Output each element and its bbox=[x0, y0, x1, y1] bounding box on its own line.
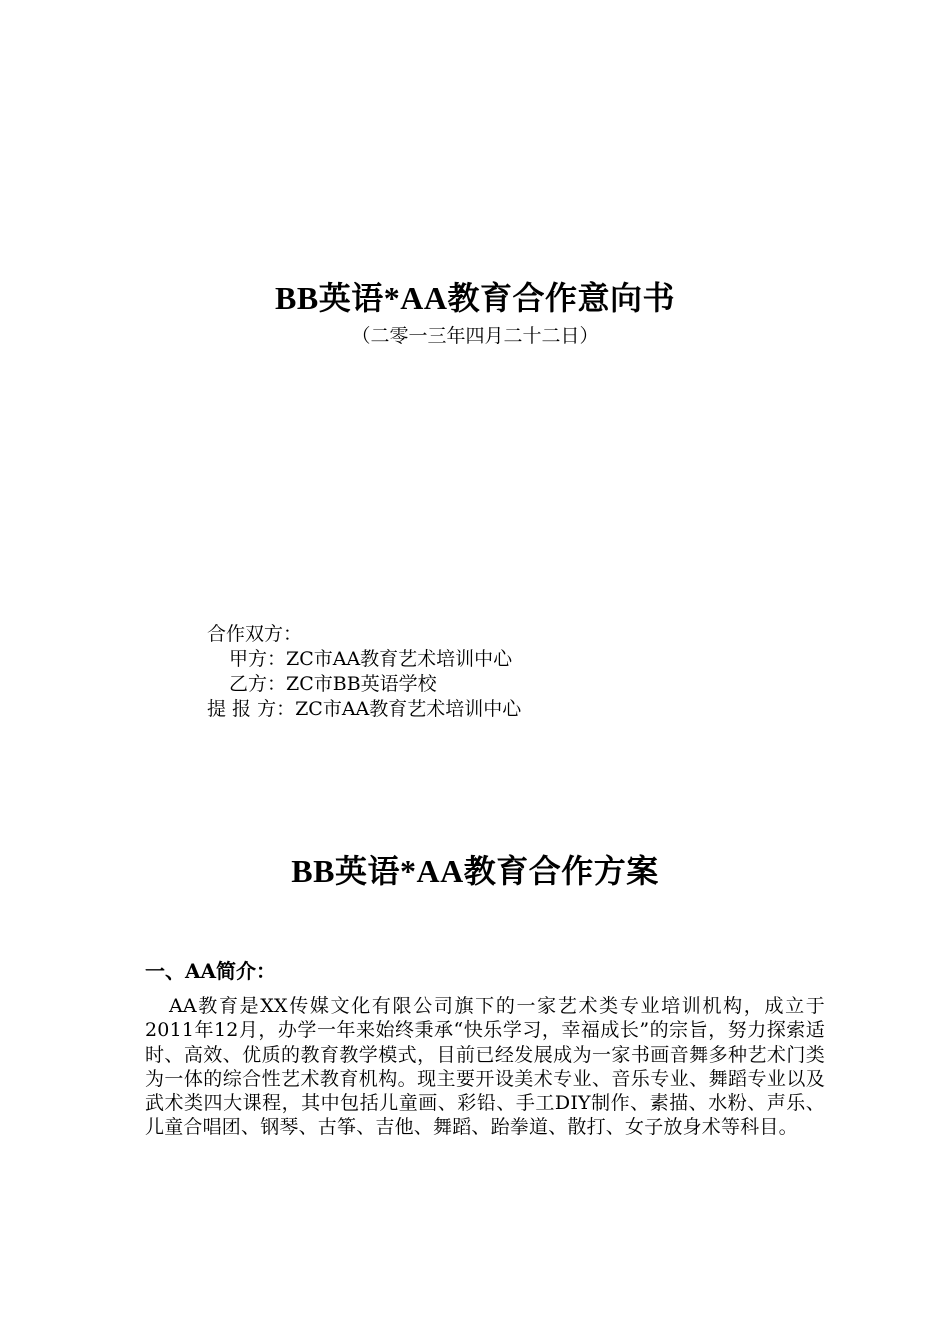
document-date: （二零一三年四月二十二日） bbox=[351, 325, 599, 347]
parties-heading: 合作双方： bbox=[207, 623, 303, 645]
party-b: 乙方：ZC市BB英语学校 bbox=[229, 673, 437, 695]
plan-title: BB英语*AA教育合作方案 bbox=[291, 853, 659, 889]
parties-block bbox=[207, 622, 807, 722]
section-body-paragraph: AA教育是XX传媒文化有限公司旗下的一家艺术类专业培训机构，成立于2011年12月，办学一年来始终秉承“快乐学习，幸福成长”的宗旨，努力探索适时、高效、优质的教育教学模式，目前已经发展成为一家书画音舞多种艺术门类为一体的综合性艺术教育机构。现主要开设美术专业、音乐专业、舞蹈专业以及武术类四大课程，其中包括儿童画、彩铅、手工DIY制作、素描、水粉、声乐、儿童合唱团、钢琴、古筝、吉他、舞蹈、跆拳道、散打、女子放身术等科目。 bbox=[145, 995, 825, 1139]
document-title: BB英语*AA教育合作意向书 bbox=[275, 280, 675, 316]
party-a: 甲方：ZC市AA教育艺术培训中心 bbox=[229, 648, 513, 670]
section-heading: 一、AA简介： bbox=[145, 959, 277, 983]
submitter: 提 报 方：ZC市AA教育艺术培训中心 bbox=[207, 698, 522, 720]
